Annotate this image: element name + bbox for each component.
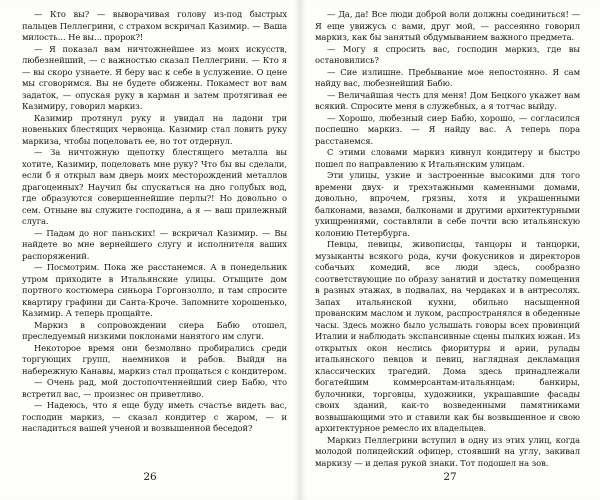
- paragraph: — Хорошо, любезный сиер Бабю, хорошо, — согласился поспешно маркиз. — Я найду вас. А теперь пора расстанемся.: [315, 112, 580, 146]
- right-page-text: [315, 9, 580, 468]
- paragraph: — За ничтожную щепотку блестящего металла вы хотите, Казимир, поцеловать мне руку? Что бы вы сделали, если б я открыл вам дверь моих месторождений металлов драгоценных? Научил бы спускаться на дно голубых вод, где образуются совершеннейшие перлы?! Но довольно о сем. Отныне вы служите господина, а я — ваш прилежный слуга.: [22, 147, 287, 226]
- paragraph: — Кто вы? — выворачивая голову из-под быстрых пальцев Пеллегрини, с страхом вскричал Казимир. — Ваша милость... Не вы... пророк?!: [22, 9, 287, 42]
- paragraph: С этими словами маркиз кивнул кондитеру и быстро пошел по направлению к Итальянским улицам.: [315, 147, 580, 169]
- paragraph: — Сие излишне. Пребывание мое непостоянно. Я сам найду вас, любезнейший Бабю.: [315, 66, 580, 88]
- page-number: 27: [443, 471, 457, 483]
- paragraph: — Очень рад, мой достопочтеннейший сиер Бабю, что встретил вас, — произнес он приветливо.: [22, 377, 287, 399]
- paragraph: Некоторое время они безмолвно пробирались среди торгующих групп, наемников и рабов. Выйдя на набережную Канавы, маркиз стал прощаться с кондитером.: [22, 342, 287, 376]
- paragraph: Маркиз Пеллегрини вступил в одну из этих улиц, когда молодой полицейский офицер, стоявший на углу, закивал маркизу — и делая рукой знаки. Тот подошел на зов.: [315, 434, 580, 468]
- right-page: [300, 0, 600, 500]
- paragraph: Эти улицы, узкие и застроенные высокими для того времени двух- и трехэтажными каменными домами, довольно, впрочем, грязны, хотя и украшенными балконами, вазами, балконами и другими архитектурными ухищрениями, составляли в себе почти всю итальянскую колонию Петербурга.: [315, 170, 580, 238]
- paragraph: — Я показал вам ничтожнейшее из моих искусств, любезнейший, — с важностью сказал Пеллегрини. — Кто я — вы скоро узнаете. Я беру вас к себе в услужение. О цене мы сговоримся. Вы не будете обижены. Покамест вот вам задаток, — опуская руку в карман и затем протягивая ее Казимиру, говорил маркиз.: [22, 43, 287, 111]
- paragraph: Казимир протянул руку и увидал на ладони три новеньких блестящих червонца. Казимир стал ловить руку маркиза, чтобы поцеловать ее, но тот отдернул.: [22, 112, 287, 146]
- paragraph: Певцы, певицы, живописцы, танцоры и танцорки, музыканты всякого рода, кучи фокусников и директоров собачьих комедий, все люди здесь, сообразно соответствующие по образу занятий и достатку помещения в разных этажах, в подвалах, на чердаках и в антресолях. Запах итальянской кухни, обильно насыщенной прованским маслом и луком, распространялся в обеденные часы. Здесь можно было услышать говоры всех провинций Италии и наблюдать экспансивные сцены пылких южан. Из открытых окон неслись фиоритуры и арии, рулады итальянского певцов и певиц, наглядная декламация классических трагедий. Дома здесь принадлежали богатейшим коммерсантам-итальянцам: банкиры, булочники, торговцы, художники, украшавшие фасады своих зданий, как-то возведенными памятниками возвышающими это и ставили как бы возвышенное и свою архитектурное ремесло их владельцев.: [315, 239, 580, 433]
- paragraph: — Величайшая честь для меня! Дом Бецкого укажет вам всякий. Спросите меня в служебных, а я тотчас выйду.: [315, 89, 580, 111]
- paragraph: — Надеюсь, что я еще буду иметь счастье видеть вас, господин маркиз, — сказал кондитер с жаром, — и насладиться вашей ученой и возвышенной беседой?: [22, 400, 287, 433]
- left-page-text: [22, 9, 287, 449]
- paragraph: — Да, да! Все люди доброй воли должны соединиться! — Я еще увижусь с вами, друг мой, — рассеянно говорил маркиз, как бы занятый обдумыванием важного предмета.: [315, 9, 580, 42]
- paragraph: — Падам до ног паньских! — вскричал Казимир. — Вы найдете во мне вернейшего слугу и исполнителя ваших распоряжений.: [22, 227, 287, 261]
- page-number: 26: [143, 471, 157, 483]
- paragraph: — Могу я спросить вас, господин маркиз, где вы остановились?: [315, 43, 580, 65]
- paragraph: Маркиз в сопровождении сиера Бабю отошел, преследуемый низкими поклонами нанятого им слуги.: [22, 319, 287, 341]
- paragraph: — Посмотрим. Пока же расстанемся. А в понедельник утром приходите в Итальянские улицы. Отыщите дом портного костюмера синьора Горгонзолло, и там спросите квартиру графини ди Санта-Кроче. Запомните хорошенько, Казимир. А теперь прощайте.: [22, 262, 287, 318]
